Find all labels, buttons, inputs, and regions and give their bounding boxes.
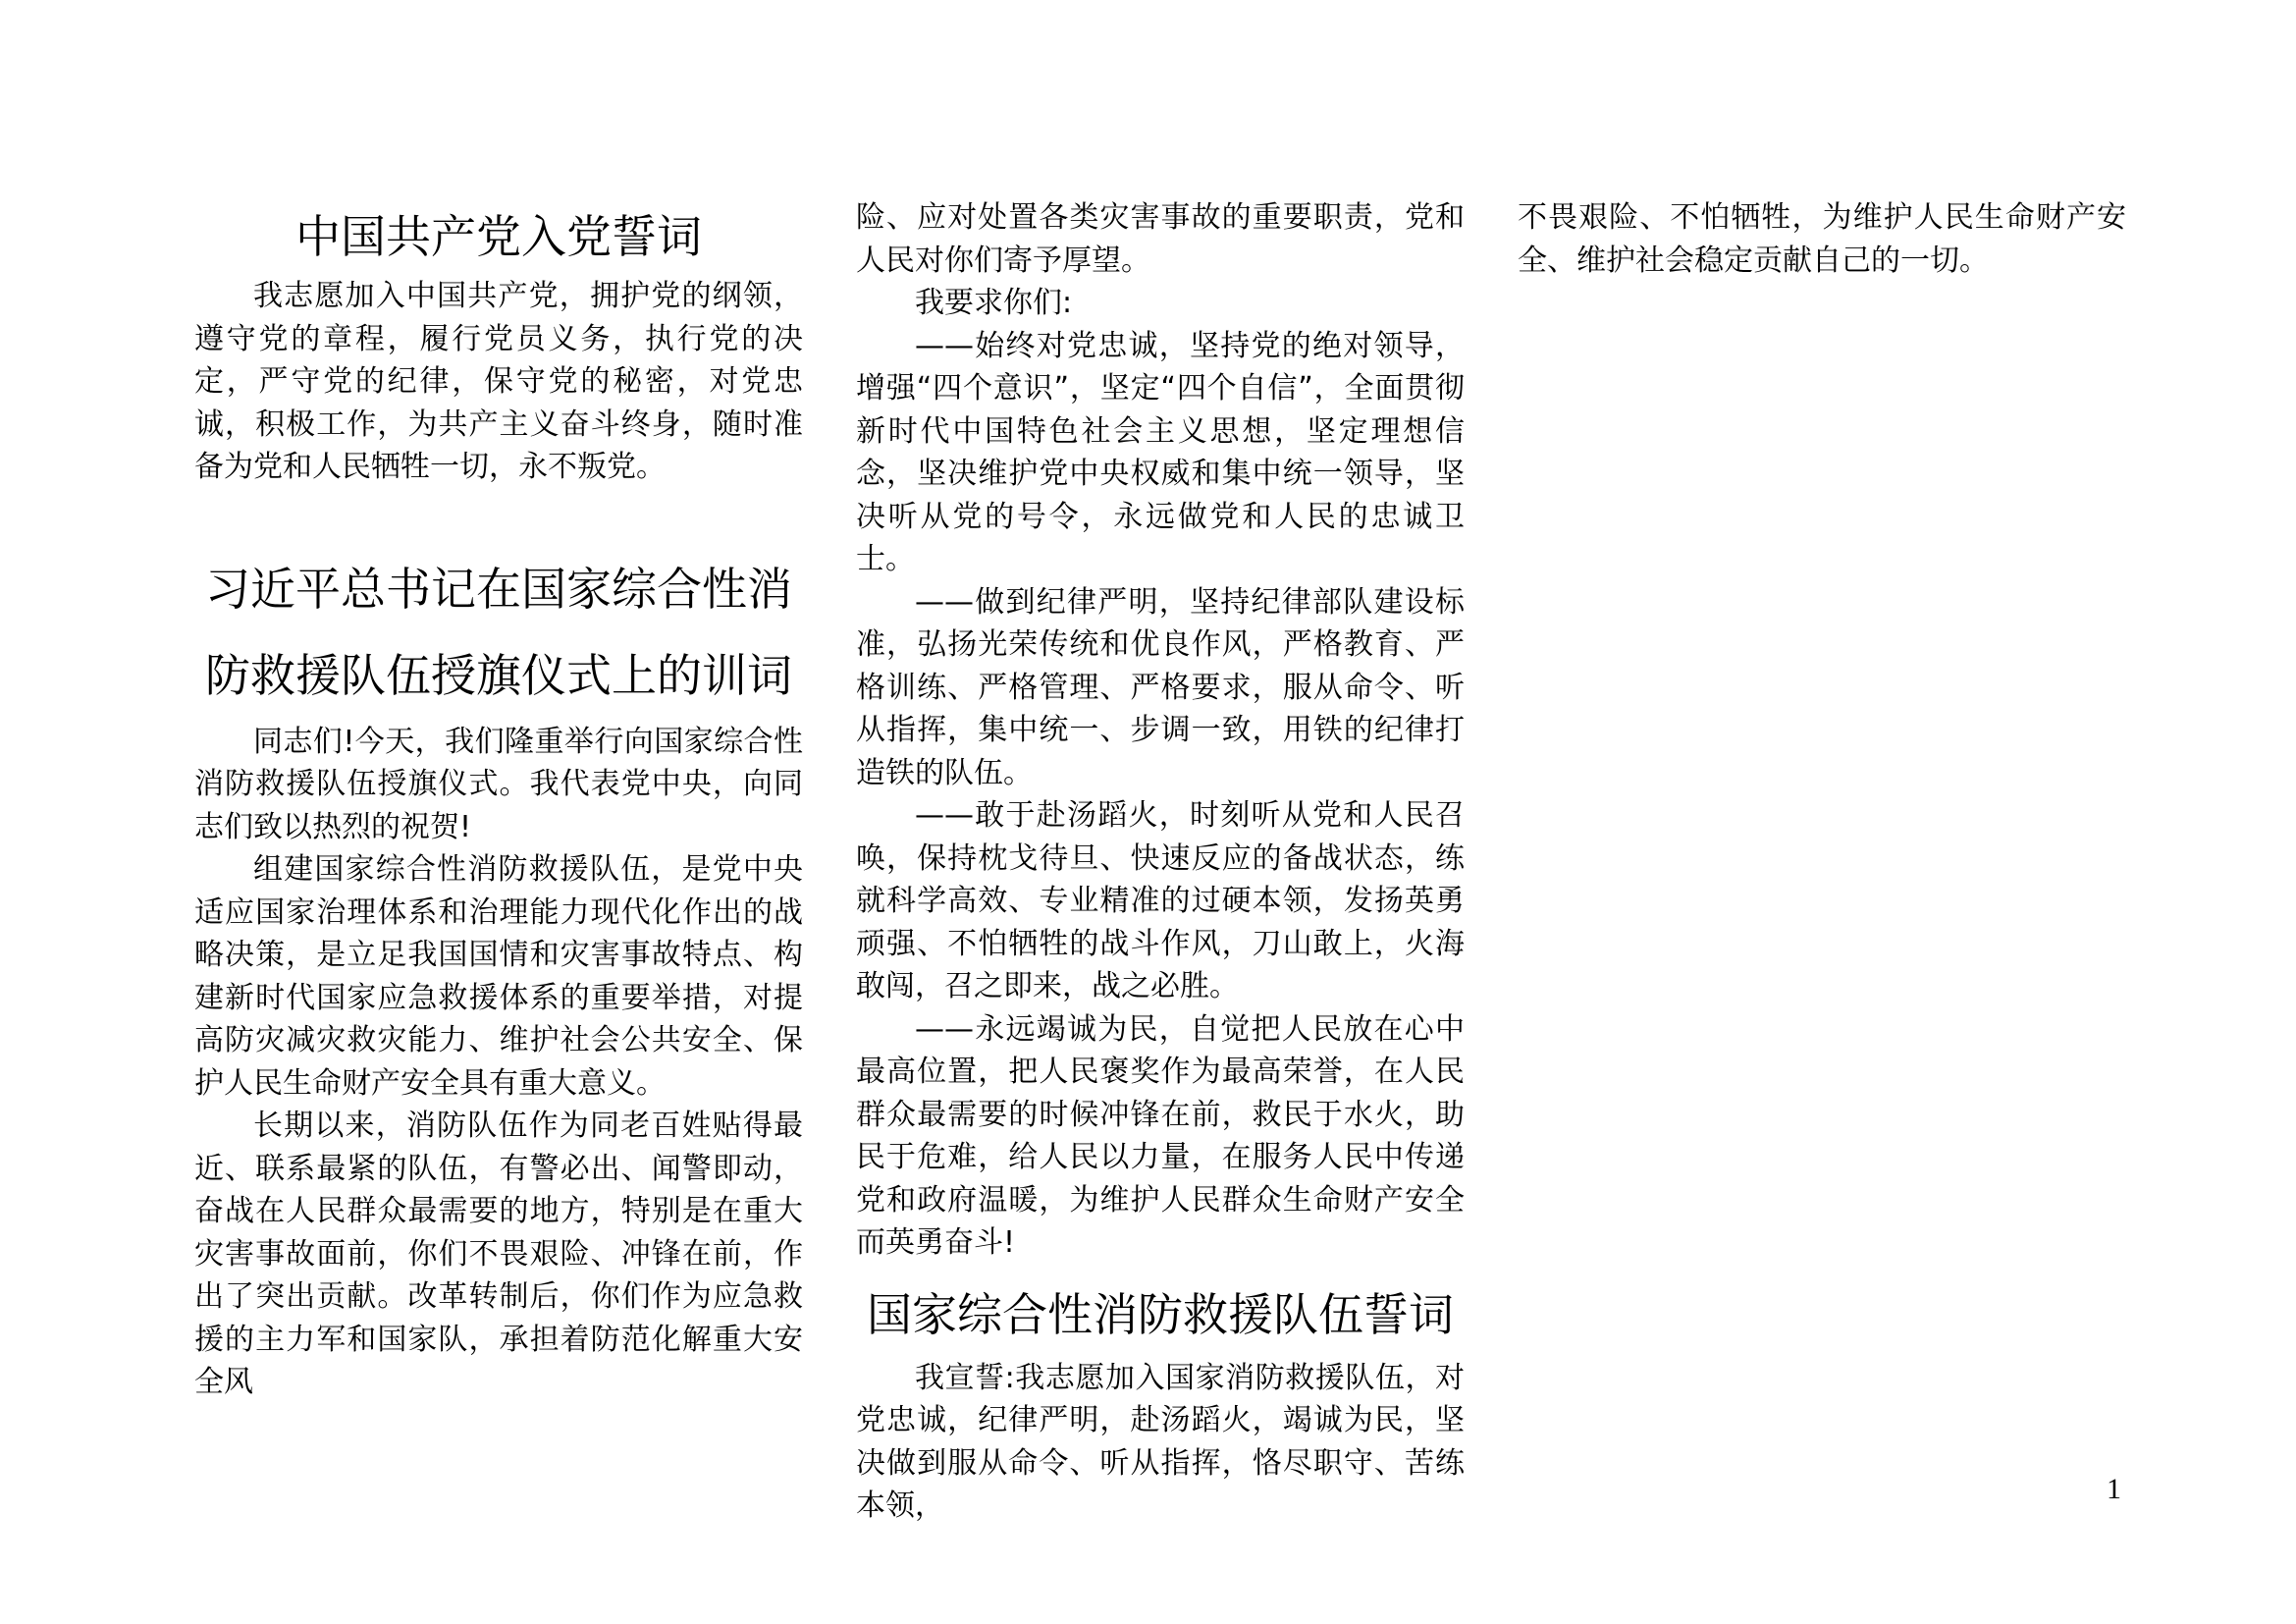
speech-paragraph-3-start: 长期以来，消防队伍作为同老百姓贴得最近、联系最紧的队伍，有警必出、闻警即动，奋战在人民群众最需要的地方，特别是在重大灾害事故面前，你们不畏艰险、冲锋在前，作出了突出贡献。改革转制后，你们作为应急救援的主力军和国家队，承担着防范化解重大安全风	[194, 1109, 803, 1399]
speech-title: 习近平总书记在国家综合性消防救援队伍授旗仪式上的训词	[205, 562, 792, 702]
cpc-oath-body: 我志愿加入中国共产党，拥护党的纲领，遵守党的章程，履行党员义务，执行党的决定，严守党的纪律，保守党的秘密，对党忠诚，积极工作，为共产主义奋斗终身，随时准备为党和人民牺牲一切，永不叛党。	[194, 279, 803, 484]
speech-paragraph-7: ——敢于赴汤蹈火，时刻听从党和人民召唤，保持枕戈待旦、快速反应的备战状态，练就科学高效、专业精准的过硬本领，发扬英勇顽强、不怕牺牲的战斗作风，刀山敢上，火海敢闯，召之即来，战之必胜。	[856, 798, 1465, 1003]
speech-paragraph-6: ——做到纪律严明，坚持纪律部队建设标准，弘扬光荣传统和优良作风，严格教育、严格训练、严格管理、严格要求，服从命令、听从指挥，集中统一、步调一致，用铁的纪律打造铁的队伍。	[856, 584, 1465, 790]
column-3	[1518, 196, 2126, 282]
speech-paragraph-3-continued: 险、应对处置各类灾害事故的重要职责，党和人民对你们寄予厚望。	[856, 200, 1465, 278]
cpc-oath-title: 中国共产党入党誓词	[295, 210, 702, 263]
fire-oath-body-start: 我宣誓:我志愿加入国家消防救援队伍，对党忠诚，纪律严明，赴汤蹈火，竭诚为民，坚决做到服从命令、听从指挥，恪尽职守、苦练本领，	[856, 1360, 1465, 1523]
speech-paragraph-8: ——永远竭诚为民，自觉把人民放在心中最高位置，把人民褒奖作为最高荣誉，在人民群众最需要的时候冲锋在前，救民于水火，助民于危难，给人民以力量，在服务人民中传递党和政府温暖，为维护人民群众生命财产安全而英勇奋斗!	[856, 1011, 1465, 1260]
speech-paragraph-5: ——始终对党忠诚，坚持党的绝对领导，增强“四个意识”，坚定“四个自信”，全面贯彻新时代中国特色社会主义思想，坚定理想信念，坚决维护党中央权威和集中统一领导，坚决听从党的号令，永远做党和人民的忠诚卫士。	[856, 328, 1465, 576]
speech-paragraph-4: 我要求你们:	[915, 286, 1073, 320]
column-1	[194, 196, 803, 1404]
fire-oath-body-continued: 不畏艰险、不怕牺牲，为维护人民生命财产安全、维护社会稳定贡献自己的一切。	[1518, 200, 2126, 278]
fire-oath-title: 国家综合性消防救援队伍誓词	[867, 1287, 1454, 1341]
page-number: 1	[2107, 1473, 2121, 1505]
speech-paragraph-2: 组建国家综合性消防救援队伍，是党中央适应国家治理体系和治理能力现代化作出的战略决策，是立足我国国情和灾害事故特点、构建新时代国家应急救援体系的重要举措，对提高防灾减灾救灾能力、维护社会公共安全、保护人民生命财产安全具有重大意义。	[194, 852, 803, 1101]
speech-paragraph-1: 同志们!今天，我们隆重举行向国家综合性消防救援队伍授旗仪式。我代表党中央，向同志们致以热烈的祝贺!	[194, 724, 803, 844]
column-2	[856, 196, 1465, 1528]
